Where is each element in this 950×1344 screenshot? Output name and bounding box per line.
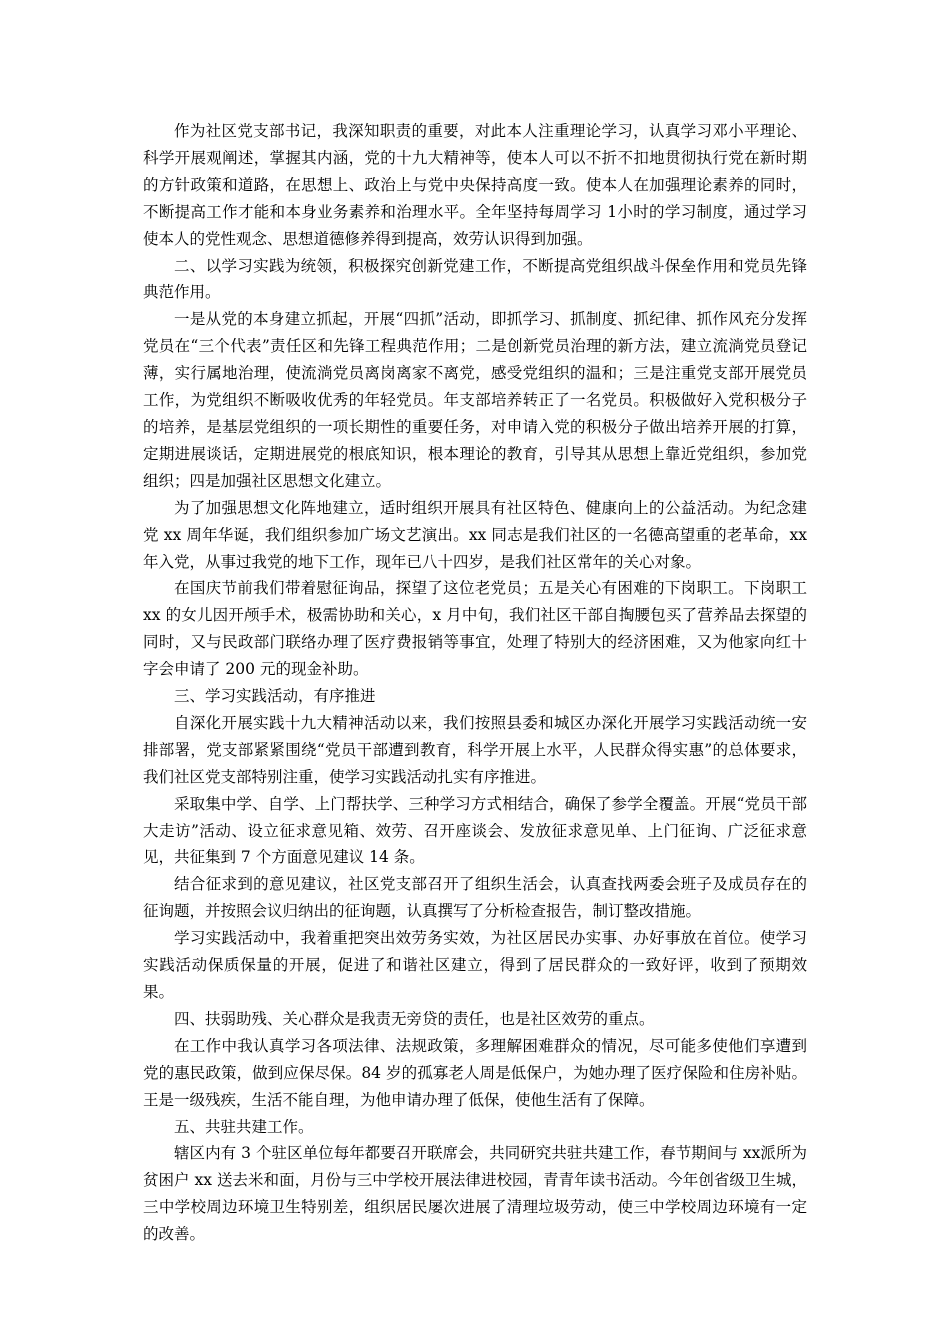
paragraph-study: 作为社区党支部书记，我深知职责的重要，对此本人注重理论学习，认真学习邓小平理论、科学开展观阐述，掌握其内涵，党的十九大精神等，使本人可以不折不扣地贯彻执行党在新时期的方针政策和道路，在思想上、政治上与党中央保持高度一致。使本人在加强理论素养的同时，不断提高工作才能和本身业务素养和治理水平。全年坚持每周学习 1小时的学习制度，通过学习使本人的党性观念、思想道德修养得到提高，效劳认识得到加强。	[143, 122, 807, 248]
paragraph-national-day: 在国庆节前我们带着慰征询品，探望了这位老党员；五是关心有困难的下岗职工。下岗职工 xx 的女儿因开颅手术，极需协助和关心，x 月中旬，我们社区干部自掏腰包买了营养品去探望的同时，又与民政部门联络办理了医疗费报销等事宜，处理了特别大的经济困难，又为他家向红十字会申请了 200 元的现金补助。	[143, 579, 807, 679]
paragraph-culture: 为了加强思想文化阵地建立，适时组织开展具有社区特色、健康向上的公益活动。为纪念建党 xx 周年华诞，我们组织参加广场文艺演出。xx 同志是我们社区的一名德高望重的老革命，xx 年入党，从事过我党的地下工作，现年已八十四岁，是我们社区常年的关心对象。	[143, 498, 807, 571]
heading-section-5: 五、共驻共建工作。	[174, 1117, 314, 1136]
paragraph-meeting: 结合征求到的意见建议，社区党支部召开了组织生活会，认真查找两委会班子及成员存在的征询题，并按照会议归纳出的征询题，认真撰写了分析检查报告，制订整改措施。	[143, 875, 807, 921]
paragraph-practice-results: 学习实践活动中，我着重把突出效劳务实效，为社区居民办实事、办好事放在首位。使学习实践活动保质保量的开展，促进了和谐社区建立，得到了居民群众的一致好评，收到了预期效果。	[143, 929, 807, 1001]
paragraph-study-methods: 采取集中学、自学、上门帮扶学、三种学习方式相结合，确保了参学全覆盖。开展“党员干部大走访”活动、设立征求意见箱、效劳、召开座谈会、发放征求意见单、上门征询、广泛征求意见，共征集到 7 个方面意见建议 14 条。	[143, 794, 807, 867]
document-body	[143, 118, 807, 1248]
heading-section-3: 三、学习实践活动，有序推进	[174, 687, 376, 706]
paragraph-co-building: 辖区内有 3 个驻区单位每年都要召开联席会，共同研究共驻共建工作，春节期间与 xx派所为贫困户 xx 送去米和面，月份与三中学校开展法律进校园，青青年读书活动。今年创省级卫生城，三中学校周边环境卫生特别差，组织居民屡次进展了清理垃圾劳动，使三中学校周边环境有一定的改善。	[143, 1144, 807, 1244]
heading-section-2: 二、以学习实践为统领，积极探究创新党建工作，不断提高党组织战斗保垒作用和党员先锋典范作用。	[143, 256, 807, 302]
paragraph-party-building: 一是从党的本身建立抓起，开展“四抓”活动，即抓学习、抓制度、抓纪律、抓作风充分发挥党员在“三个代表”责任区和先锋工程典范作用；二是创新党员治理的新方法，建立流淌党员登记薄，实行属地治理，使流淌党员离岗离家不离党，感受党组织的温和；三是注重党支部开展党员工作，为党组织不断吸收优秀的年轻党员。年支部培养转正了一名党员。积极做好入党积极分子的培养，是基层党组织的一项长期性的重要任务，对申请入党的积极分子做出培养开展的打算，定期进展谈话，定期进展党的根底知识，根本理论的教育，引导其从思想上靠近党组织，参加党组织；四是加强社区思想文化建立。	[143, 310, 807, 490]
paragraph-practice: 自深化开展实践十九大精神活动以来，我们按照县委和城区办深化开展学习实践活动统一安排部署，党支部紧紧围绕“党员干部遭到教育，科学开展上水平，人民群众得实惠”的总体要求，我们社区党支部特别注重，使学习实践活动扎实有序推进。	[143, 713, 807, 786]
heading-section-4: 四、扶弱助残、关心群众是我责无旁贷的责任，也是社区效劳的重点。	[174, 1009, 655, 1028]
paragraph-welfare: 在工作中我认真学习各项法律、法规政策，多理解困难群众的情况，尽可能多使他们享遭到党的惠民政策，做到应保尽保。84 岁的孤寡老人周是低保户，为她办理了医疗保险和住房补贴。王是一级残疾，生活不能自理，为他申请办理了低保，使他生活有了保障。	[143, 1036, 807, 1109]
